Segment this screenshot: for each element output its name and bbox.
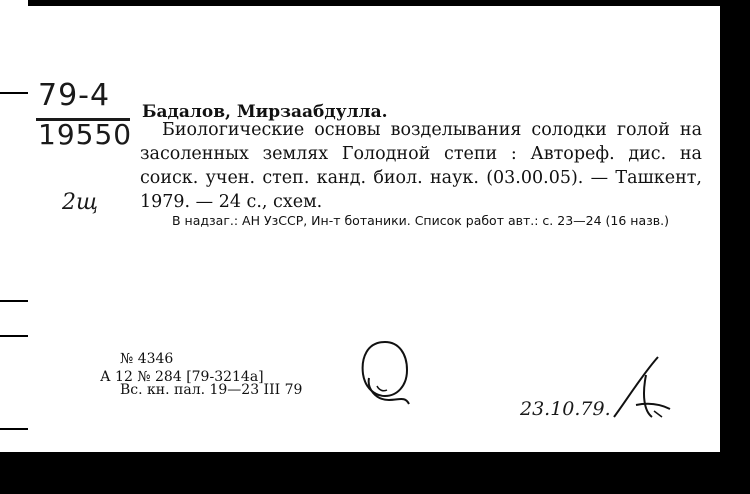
bibliographic-description: Биологические основы возделывания солодки голой на засоленных землях Голодной степи : Автореф. дис. на соиск. учен. степ. канд. биол. наук. (03.00.05). — Ташкент, 1979. — 24 с., схем. xyxy=(140,120,702,212)
card-code: А 12 № 284 [79-3214а] xyxy=(100,369,264,385)
chamber-line: Вс. кн. пал. 19—23 III 79 xyxy=(120,382,303,398)
bibliographic-notes: В надзаг.: АН УзССР, Ин-т ботаники. Список работ авт.: с. 23—24 (16 назв.) xyxy=(172,213,669,228)
handwritten-note: 2щ xyxy=(62,190,99,215)
shelfmark-bottom: 19550 xyxy=(38,118,133,151)
scan-border xyxy=(0,452,750,494)
shelfmark-top: 79-4 xyxy=(38,78,111,113)
margin-line xyxy=(0,300,30,302)
author-heading: Бадалов, Мирзаабдулла. xyxy=(142,102,388,122)
registry-number: № 4346 xyxy=(120,351,174,367)
margin-line xyxy=(0,335,30,337)
margin-line xyxy=(0,92,30,94)
handwritten-date: 23.10.79. xyxy=(520,398,611,420)
margin-line xyxy=(0,428,30,430)
signature-mark xyxy=(606,355,676,425)
left-margin xyxy=(0,0,28,494)
stamp-mark xyxy=(355,338,415,408)
